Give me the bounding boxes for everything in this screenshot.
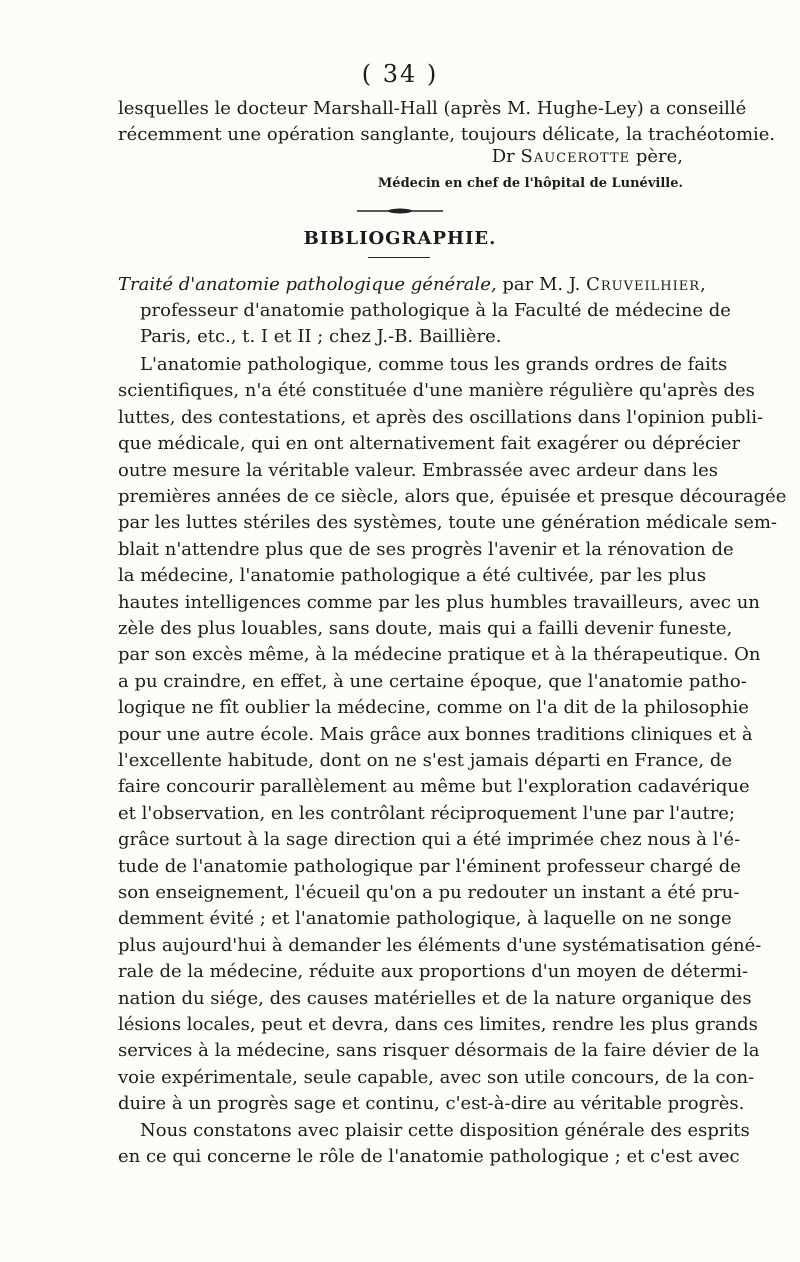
section-heading: BIBLIOGRAPHIE. xyxy=(303,228,497,249)
body-line: que médicale, qui en ont alternativement fait exagérer ou déprécier xyxy=(118,433,741,455)
body-line: L'anatomie pathologique, comme tous les grands ordres de faits xyxy=(140,354,728,375)
body-line: zèle des plus louables, sans doute, mais qui a failli devenir funeste, xyxy=(118,618,733,639)
body-line: l'excellente habitude, dont on ne s'est jamais départi en France, de xyxy=(118,750,733,771)
body-line: par son excès même, à la médecine pratique et à la thérapeutique. On xyxy=(118,644,761,666)
signature-name: Dr Saucerotte père, xyxy=(491,146,683,167)
body-line: services à la médecine, sans risquer désormais de la faire dévier de la xyxy=(118,1040,760,1062)
body-line: la médecine, l'anatomie pathologique a été cultivée, par les plus xyxy=(118,565,707,587)
body-line: duire à un progrès sage et continu, c'est-à-dire au véritable progrès. xyxy=(118,1093,745,1115)
body-line: et l'observation, en les contrôlant réciproquement l'une par l'autre; xyxy=(118,802,736,824)
body-line: grâce surtout à la sage direction qui a été imprimée chez nous à l'é- xyxy=(118,829,741,851)
ornament-divider-icon xyxy=(355,208,445,214)
body-line: en ce qui concerne le rôle de l'anatomie pathologique ; et c'est avec xyxy=(118,1146,740,1167)
body-line: a pu craindre, en effet, à une certaine époque, que l'anatomie patho- xyxy=(118,670,747,692)
body-line: Nous constatons avec plaisir cette disposition générale des esprits xyxy=(140,1119,750,1141)
body-line: hautes intelligences comme par les plus humbles travailleurs, avec un xyxy=(118,591,760,613)
heading-rule xyxy=(368,257,430,258)
body-line: rale de la médecine, réduite aux proportions d'un moyen de détermi- xyxy=(118,961,749,983)
body-line: outre mesure la véritable valeur. Embrassée avec ardeur dans les xyxy=(118,459,718,481)
body-line: plus aujourd'hui à demander les éléments d'une systématisation géné- xyxy=(118,934,762,956)
body-line: voie expérimentale, seule capable, avec son utile concours, de la con- xyxy=(118,1066,755,1088)
signature-role: Médecin en chef de l'hôpital de Lunéville. xyxy=(377,176,683,191)
citation-author: Cruveilhier xyxy=(586,274,701,295)
body-line: tude de l'anatomie pathologique par l'éminent professeur chargé de xyxy=(118,855,741,877)
body-line: scientifiques, n'a été constituée d'une manière régulière qu'après des xyxy=(118,380,755,402)
body-line: pour une autre école. Mais grâce aux bonnes traditions cliniques et à xyxy=(118,723,753,745)
citation-first-line: Traité d'anatomie pathologique générale, par M. J. Cruveilhier, xyxy=(118,274,706,295)
citation-line: Paris, etc., t. I et II ; chez J.-B. Baillière. xyxy=(140,326,502,347)
body-line: premières années de ce siècle, alors que, épuisée et presque découragée xyxy=(118,486,787,507)
signature-surname: Saucerotte xyxy=(520,146,631,167)
citation-title: Traité d'anatomie pathologique générale, xyxy=(118,274,497,295)
body-line: logique ne fît oublier la médecine, comme on l'a dit de la philosophie xyxy=(118,697,749,719)
body-line: lésions locales, peut et devra, dans ces limites, rendre les plus grands xyxy=(118,1014,758,1035)
body-line: par les luttes stériles des systèmes, toute une génération médicale sem- xyxy=(118,512,778,534)
body-line: son enseignement, l'écueil qu'on a pu redouter un instant a été pru- xyxy=(118,882,740,903)
body-line: luttes, des contestations, et après des oscillations dans l'opinion publi- xyxy=(118,406,764,428)
body-line: demment évité ; et l'anatomie pathologique, à laquelle on ne songe xyxy=(118,908,732,930)
body-line: blait n'attendre plus que de ses progrès l'avenir et la rénovation de xyxy=(118,538,734,560)
text-line: récemment une opération sanglante, toujours délicate, la trachéotomie. xyxy=(118,124,776,145)
text-line: lesquelles le docteur Marshall-Hall (après M. Hughe-Ley) a conseillé xyxy=(118,98,747,119)
page-number: ( 34 ) xyxy=(361,60,439,88)
body-line: faire concourir parallèlement au même but l'exploration cadavérique xyxy=(118,776,750,798)
body-line: nation du siége, des causes matérielles et de la nature organique des xyxy=(118,987,752,1009)
citation-line: professeur d'anatomie pathologique à la Faculté de médecine de xyxy=(140,300,731,321)
